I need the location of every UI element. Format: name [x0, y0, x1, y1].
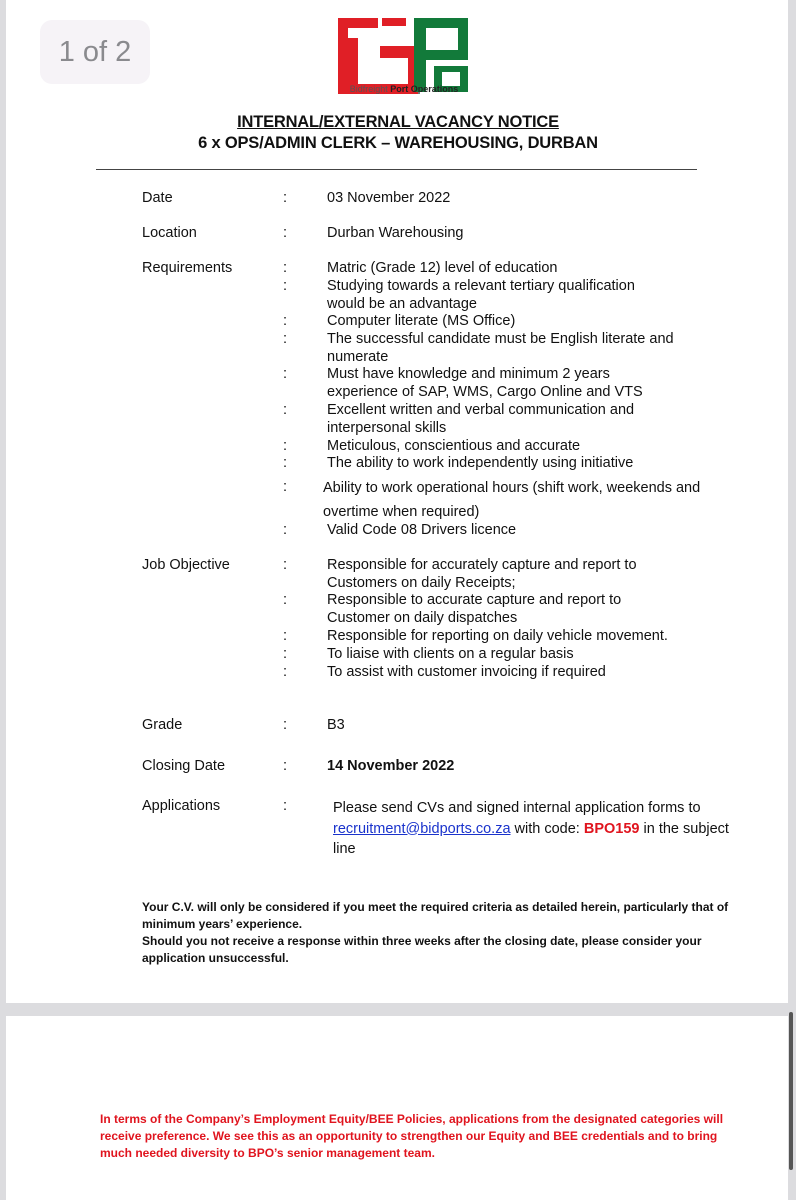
colon-separator: :: [283, 402, 288, 418]
field-value: To assist with customer invoicing if required: [327, 664, 606, 680]
cv-criteria-note: Your C.V. will only be considered if you meet the required criteria as detailed herein, particularly that of minimum years’ experience.: [142, 900, 729, 931]
field-label: Applications: [142, 798, 221, 814]
instruction-text: Please send CVs and signed internal application forms to: [333, 800, 701, 816]
colon-separator: :: [283, 313, 288, 329]
position-title: 6 x OPS/ADMIN CLERK – WAREHOUSING, DURBAN: [198, 134, 598, 152]
logo-tagline: Bidfreight Port Operations: [349, 84, 459, 94]
field-label: Grade: [142, 717, 183, 733]
colon-separator: :: [283, 646, 288, 662]
reference-code: BPO159: [583, 820, 640, 837]
colon-separator: :: [283, 438, 288, 454]
field-value: 14 November 2022: [327, 758, 455, 774]
equity-statement: In terms of the Company’s Employment Equity/BEE Policies, applications from the designated categories will receive preference. We see this as an opportunity to strengthen our Equity and BEE credentials and to bring much needed diversity to BPO’s senior management team.: [100, 1112, 724, 1160]
recruitment-email-link[interactable]: recruitment@bidports.co.za: [333, 820, 511, 837]
applications-instructions: [333, 798, 733, 860]
footer-notes: [142, 899, 742, 967]
field-label: Closing Date: [142, 758, 226, 774]
colon-separator: :: [283, 225, 288, 241]
colon-separator: :: [283, 628, 288, 644]
page-indicator: 1 of 2: [40, 20, 150, 84]
field-value: Valid Code 08 Drivers licence: [327, 522, 517, 538]
divider: [96, 169, 697, 170]
bpo-logo: [334, 16, 474, 94]
field-value: Durban Warehousing: [327, 225, 464, 241]
colon-separator: :: [283, 479, 288, 495]
field-value: The ability to work independently using initiative: [327, 455, 634, 471]
field-value: Studying towards a relevant tertiary qualification would be an advantage: [327, 278, 635, 312]
colon-separator: :: [283, 278, 288, 294]
colon-separator: :: [283, 366, 288, 382]
colon-separator: :: [283, 331, 288, 347]
document-page-2: [6, 1016, 788, 1200]
field-label: Requirements: [142, 260, 233, 276]
field-value: Must have knowledge and minimum 2 years experience of SAP, WMS, Cargo Online and VTS: [327, 366, 643, 400]
field-value: Responsible for accurately capture and report to Customers on daily Receipts;: [327, 557, 637, 591]
notice-title: INTERNAL/EXTERNAL VACANCY NOTICE: [237, 113, 559, 131]
field-value: B3: [327, 717, 345, 733]
colon-separator: :: [283, 522, 288, 538]
instruction-text: with code:: [510, 820, 584, 837]
field-value: Computer literate (MS Office): [327, 313, 516, 329]
field-value: Meticulous, conscientious and accurate: [327, 438, 581, 454]
field-value: 03 November 2022: [327, 190, 451, 206]
colon-separator: :: [283, 717, 288, 733]
colon-separator: :: [283, 260, 288, 276]
colon-separator: :: [283, 664, 288, 680]
colon-separator: :: [283, 798, 288, 814]
colon-separator: :: [283, 190, 288, 206]
field-value: Responsible for reporting on daily vehicle movement.: [327, 628, 668, 644]
field-value: Excellent written and verbal communication and interpersonal skills: [327, 402, 635, 436]
field-label: Date: [142, 190, 173, 206]
instruction-text: in the subject line: [333, 820, 729, 857]
field-value: Ability to work operational hours (shift work, weekends and overtime when required): [323, 480, 701, 520]
colon-separator: :: [283, 455, 288, 471]
field-value: Matric (Grade 12) level of education: [327, 260, 558, 276]
field-value: Responsible to accurate capture and report to Customer on daily dispatches: [327, 592, 622, 626]
field-label: Job Objective: [142, 557, 230, 573]
field-label: Location: [142, 225, 197, 241]
field-value: To liaise with clients on a regular basis: [327, 646, 574, 662]
scrollbar[interactable]: [789, 1012, 793, 1170]
response-note: Should you not receive a response within three weeks after the closing date, please consider your application unsuccessful.: [142, 934, 702, 965]
colon-separator: :: [283, 557, 288, 573]
colon-separator: :: [283, 592, 288, 608]
colon-separator: :: [283, 758, 288, 774]
field-value: The successful candidate must be English literate and numerate: [327, 331, 674, 365]
